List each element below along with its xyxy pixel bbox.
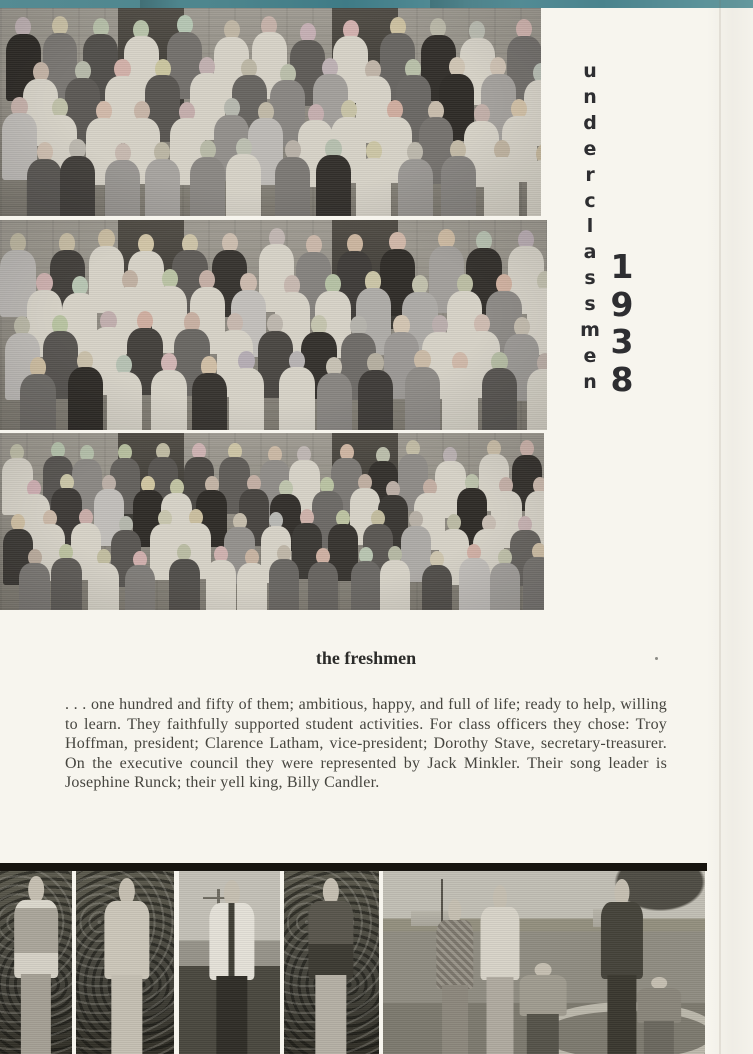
masthead-letter: l	[586, 215, 594, 238]
freshmen-section	[65, 648, 667, 793]
figure-legs	[527, 1014, 559, 1054]
figure-legs	[442, 985, 468, 1054]
figure-torso	[308, 901, 353, 978]
crowd-person	[405, 350, 440, 430]
person-figure	[98, 878, 156, 1054]
crowd-person	[237, 549, 267, 610]
masthead-letter: s	[584, 267, 596, 290]
figure-torso	[14, 900, 58, 978]
year-digit: 3	[610, 322, 634, 362]
masthead-letter: u	[583, 60, 597, 82]
masthead-letter: e	[583, 344, 597, 367]
crowd-person	[190, 140, 225, 216]
crowd-person	[105, 143, 140, 216]
crowd-person	[60, 139, 95, 216]
crowd-person	[51, 544, 81, 610]
crowd-person	[226, 138, 261, 216]
crowd-person	[482, 352, 517, 430]
figure-legs	[21, 974, 51, 1054]
masthead-letter: e	[583, 137, 597, 160]
person-figure	[631, 977, 687, 1054]
crowd-person	[107, 355, 142, 430]
crowd-person	[441, 140, 476, 216]
figure-torso	[637, 988, 681, 1023]
figure-torso	[520, 975, 567, 1016]
snapshot-photo-2	[76, 871, 174, 1054]
crowd-person	[279, 351, 314, 430]
figure-torso	[209, 903, 254, 980]
person-figure	[302, 878, 360, 1054]
crowd-person	[20, 357, 55, 430]
group-photo-1	[0, 8, 541, 216]
crowd-person	[356, 141, 391, 216]
year-digit: 9	[610, 284, 634, 324]
figure-torso	[436, 920, 473, 989]
crowd-person	[490, 549, 520, 610]
crowd-person	[275, 140, 310, 216]
crowd-person	[308, 548, 338, 610]
crowd-person	[169, 544, 199, 610]
group-photo-2	[0, 220, 547, 430]
crowd-person	[527, 144, 541, 216]
masthead-letter: c	[584, 189, 596, 212]
crowd-person	[145, 142, 180, 216]
figure-legs	[487, 977, 514, 1054]
crowd-person	[316, 139, 351, 216]
masthead-letter: d	[583, 111, 597, 134]
crowd-person	[422, 551, 452, 610]
crowd-person	[459, 544, 489, 610]
crowd-person	[380, 546, 410, 610]
masthead-letter: m	[580, 319, 600, 342]
crowd-person	[151, 353, 186, 430]
crowd-person	[88, 549, 118, 610]
crowd-person	[351, 547, 381, 610]
person-figure	[513, 963, 573, 1054]
snapshot-photo-5	[383, 871, 705, 1054]
person-figure	[8, 876, 64, 1054]
section-heading: the freshmen	[315, 648, 417, 668]
crowd-person	[19, 549, 49, 610]
crowd-person	[527, 353, 547, 430]
snapshot-photo-3	[179, 871, 280, 1054]
figure-torso	[104, 901, 149, 978]
masthead-letter: n	[583, 85, 597, 108]
masthead-letter: s	[584, 293, 596, 316]
section-body-paragraph: . . . one hundred and fifty of them; ambitious, happy, and full of life; ready to help, willing to learn. They faithfully supported student activities. For class officers they chose: Troy Hoffman, president; Clarence Latham, vice-president; Dorothy Stave, secretary-treasurer. On the executive council they were represented by Jack Minkler. Their song leader is Josephine Runck; their yell king, Billy Candler.	[65, 696, 667, 791]
page-edge-shading	[707, 0, 753, 1054]
masthead-letter: a	[583, 241, 597, 264]
crowd-person	[484, 140, 519, 216]
masthead-letter: r	[585, 163, 595, 186]
group-photo-3	[0, 433, 544, 610]
crowd-person	[269, 545, 299, 610]
figure-legs	[111, 975, 142, 1054]
print-speck	[655, 657, 658, 660]
person-figure	[431, 899, 479, 1054]
vertical-title-underclassmen	[576, 62, 604, 392]
crowd-person	[206, 546, 236, 610]
masthead-letter: n	[583, 370, 597, 393]
year-digit: 1	[610, 247, 634, 286]
figure-torso	[601, 902, 643, 979]
crowd-person	[358, 353, 393, 430]
crowd-person	[27, 142, 62, 216]
crowd-person	[317, 357, 352, 430]
person-figure	[203, 880, 261, 1054]
snapshot-photo-1	[0, 871, 72, 1054]
crowd-person	[68, 351, 103, 430]
crowd-person	[229, 351, 264, 430]
figure-legs	[644, 1021, 674, 1054]
scan-top-edge	[0, 0, 753, 8]
figure-legs	[216, 976, 247, 1054]
snapshot-photo-4	[284, 871, 379, 1054]
snapshot-strip-top-bar	[0, 863, 707, 871]
year-1938	[604, 247, 640, 399]
crowd-person	[192, 356, 227, 430]
figure-legs	[315, 975, 346, 1054]
crowd-person	[523, 543, 544, 610]
crowd-person	[125, 551, 155, 610]
year-digit: 8	[610, 359, 634, 399]
crowd-person	[398, 142, 433, 216]
crowd-person	[442, 352, 477, 430]
